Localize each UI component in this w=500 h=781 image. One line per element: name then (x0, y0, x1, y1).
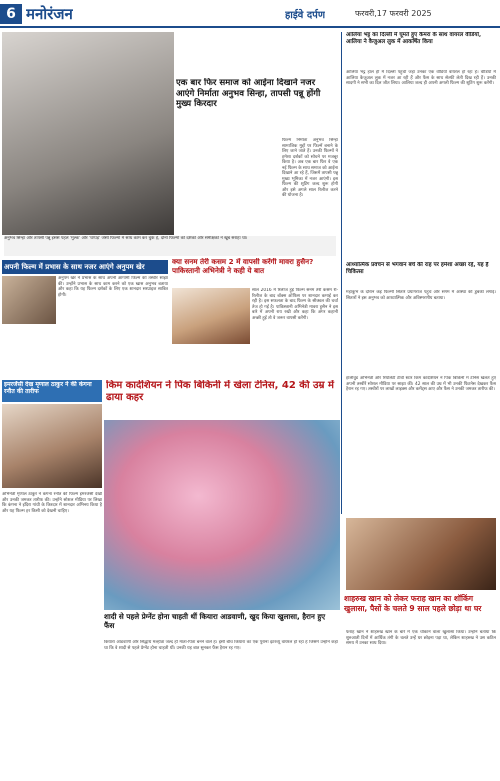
story3-headline: क्या सनम तेरी कसम 2 में वापसी करेंगी मावरा हुसैन? पाकिस्तानी अभिनेत्री ने कही ये बात (172, 258, 314, 275)
story7-headline: आलिया भट्ट का दिल्ली में घूमते हुए कैमरा के साथ वायरल वीडियो, आलिया ने कैजुअल लुक में आकर्षित किया (346, 32, 482, 45)
story3-body: साल 2016 में रिलीज हुई फिल्म सनम तेरी कसम री-रिलीज के बाद बॉक्स ऑफिस पर शानदार कमाई कर रही है। इस सफलता के बाद फिल्म के सीक्वल की चर्चा तेज हो गई है। पाकिस्तानी अभिनेत्री मावरा हुसैन ने इस बारे में अपनी राय रखी और कहा कि अगर कहानी अच्छी हुई तो वे जरूर वापसी करेंगी। (252, 288, 338, 321)
issue-date: फरवरी,17 फरवरी 2025 (355, 9, 432, 18)
divider (341, 32, 342, 514)
section-title: मनोरंजन (26, 5, 73, 23)
mawra-photo (172, 288, 250, 344)
story9-body: फराह खान ने शाहरुख खान के बारे में एक चौंकाने वाला खुलासा किया। उन्होंने बताया कि शुरुआती दिनों में आर्थिक तंगी के चलते उन्हें घर छोड़ना पड़ा था, लेकिन शाहरुख ने उस कठिन समय में उनका साथ दिया। (346, 630, 496, 646)
story4-body: अभिनेत्री मृणाल ठाकुर ने कंगना रनौत की फिल्म इमरजेंसी देखी और उनकी जमकर तारीफ की। उन्होंने सोशल मीडिया पर लिखा कि कंगना ने इंदिरा गांधी के किरदार में शानदार अभिनय किया है और यह फिल्म हर किसी को देखनी चाहिए। (2, 492, 102, 514)
story2-headline: अपनी फिल्म में प्रभास के साथ नजर आएंगे अनुपम खेर (4, 263, 145, 271)
mrunal-photo (2, 404, 102, 488)
page-number: 6 (0, 4, 22, 24)
story4-headline: इमरजेंसी देख मृणाल ठाकुर ने की कंगना रनौत की तारीफ (4, 381, 92, 395)
story8-headline: आध्यात्मिक प्रवचन से भगवान बचें की राह पर हमेशा अच्छा रहे, यह है चिकित्सा (346, 262, 489, 275)
story8-body: महाकुंभ के दौरान कई फिल्मी सितारे प्रयागराज पहुंचे और संगम में आस्था की डुबकी लगाई। सितारों ने इस अनुभव को आध्यात्मिक और अविस्मरणीय बताया। (346, 290, 496, 301)
newspaper-logo: हाईवे दर्पण (285, 10, 326, 21)
story7-body: आलिया भट्ट हाल ही में दिल्ली पहुंचीं जहां उनका एक वीडियो वायरल हो रहा है। वीडियो में आलिया कैजुअल लुक में नजर आ रही हैं और फैंस के साथ सेल्फी लेती दिख रही हैं। उनकी सादगी ने सभी का दिल जीत लिया। आलिया जल्द ही अपनी अगली फिल्म की शूटिंग शुरू करेंगी। (346, 70, 496, 86)
story6-body: कियारा आडवाणी और सिद्धार्थ मल्होत्रा जल्द ही माता-पिता बनने वाले हैं। इसी बीच कियारा का एक पुराना इंटरव्यू वायरल हो रहा है जिसमें उन्होंने कहा था कि वे शादी से पहले प्रेग्नेंट होना चाहती थीं। उनकी यह बात सुनकर फैंस हैरान रह गए। (104, 640, 338, 651)
story6-headline: शादी से पहले प्रेग्नेंट होना चाहती थीं कियारा आडवाणी, खुद किया खुलासा, हैरान हुए फैंस (104, 612, 326, 630)
story5-headline: किम कार्दशियन ने पिंक बिकिनी में खेला टेनिस, 42 की उम्र में ढाया कहर (106, 380, 334, 404)
story9-headline: शाहरुख खान को लेकर फराह खान का शॉकिंग खुलासा, पैसों के चलते 9 साल पहले छोड़ा था घर (344, 594, 482, 614)
story1-headline: एक बार फिर समाज को आईना दिखाने नजर आएंगे निर्माता अनुभव सिन्हा, तापसी पन्नू होंगी मुख्य किरदार (176, 78, 336, 132)
story5-body: हॉलीवुड अभिनेत्री और रियलिटी टीवी स्टार किम कार्दशियन ने पिंक बिकिनी में टेनिस खेलते हुए अपनी तस्वीरें सोशल मीडिया पर साझा कीं। 42 साल की उम्र में भी उनकी फिटनेस देखकर फैंस हैरान रह गए। तस्वीरों पर लाखों लाइक्स और कमेंट्स आए और फैंस ने उनकी जमकर तारीफ की। (346, 376, 496, 392)
taapsee-photo (2, 32, 174, 235)
story2-body: अनुपम खेर ने प्रभास के साथ अपनी आगामी फिल्म की तस्वीर साझा की। उन्होंने प्रभास के साथ काम करने को एक खास अनुभव बताया और कहा कि यह फिल्म दर्शकों के लिए एक शानदार सरप्राइज साबित होगी। (58, 276, 168, 298)
kim-kardashian-photo (104, 420, 340, 610)
anupam-photo (2, 276, 56, 324)
story1-body: फिल्म निर्माता अनुभव सिन्हा सामाजिक मुद्दों पर फिल्में बनाने के लिए जाने जाते हैं। उनकी फिल्मों ने हमेशा दर्शकों को सोचने पर मजबूर किया है। अब एक बार फिर वे एक नई फिल्म के साथ समाज को आईना दिखाने आ रहे हैं, जिसमें तापसी पन्नू मुख्य भूमिका में नजर आएंगी। इस फिल्म की शूटिंग जल्द शुरू होगी और इसे अगले साल रिलीज करने की योजना है। (282, 138, 338, 198)
farah-shahrukh-photo (346, 518, 496, 590)
story1-caption: अनुभव सिन्हा और तापसी पन्नू इससे पहले 'मुल्क' और 'थप्पड़' जैसी फिल्मों में साथ काम कर चुके हैं, दोनों फिल्मों को दर्शकों और समीक्षकों ने खूब सराहा था। (4, 236, 336, 256)
